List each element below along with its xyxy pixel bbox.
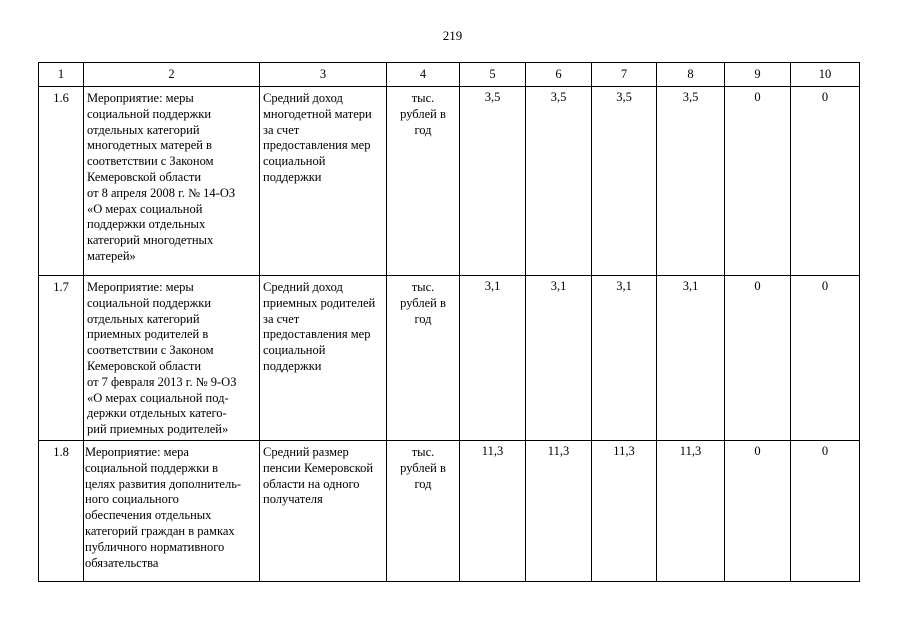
indicator-cell: Средний доход приемных родителей за счет предоставления мер социальной поддержки xyxy=(260,276,387,441)
row-number: 1.7 xyxy=(39,276,84,441)
table-row xyxy=(39,87,860,276)
value-cell: 3,1 xyxy=(592,276,657,441)
row-number: 1.6 xyxy=(39,87,84,276)
column-header: 9 xyxy=(725,63,791,87)
table-row xyxy=(39,276,860,441)
value-cell: 0 xyxy=(725,276,791,441)
value-cell: 11,3 xyxy=(657,441,725,582)
column-header: 5 xyxy=(460,63,526,87)
table-row xyxy=(39,441,860,582)
unit-cell: тыс. рублей в год xyxy=(387,87,460,276)
unit-cell: тыс. рублей в год xyxy=(387,276,460,441)
value-cell: 3,1 xyxy=(526,276,592,441)
column-header: 7 xyxy=(592,63,657,87)
value-cell: 11,3 xyxy=(460,441,526,582)
measure-cell: Мероприятие: меры социальной поддержки отдельных категорий многодетных матерей в соответствии с Законом Кемеровской области от 8 апреля 2008 г. № 14-ОЗ «О мерах социальной поддержки отдельных категорий многодетных матерей» xyxy=(84,87,260,276)
value-cell: 0 xyxy=(725,441,791,582)
indicator-cell: Средний доход многодетной матери за счет предоставления мер социальной поддержки xyxy=(260,87,387,276)
value-cell: 0 xyxy=(791,276,860,441)
indicator-cell: Средний размер пенсии Кемеровской области на одного получателя xyxy=(260,441,387,582)
value-cell: 11,3 xyxy=(526,441,592,582)
measure-cell: Мероприятие: меры социальной поддержки отдельных категорий приемных родителей в соответствии с Законом Кемеровской области от 7 февраля 2013 г. № 9-ОЗ «О мерах социальной под- держки отдельных катего- рий приемных родителей» xyxy=(84,276,260,441)
column-header: 6 xyxy=(526,63,592,87)
column-header: 3 xyxy=(260,63,387,87)
row-number: 1.8 xyxy=(39,441,84,582)
column-header: 8 xyxy=(657,63,725,87)
column-header: 2 xyxy=(84,63,260,87)
indicator-table xyxy=(38,62,860,582)
value-cell: 3,5 xyxy=(657,87,725,276)
value-cell: 3,1 xyxy=(657,276,725,441)
table-header-row xyxy=(39,63,860,87)
value-cell: 0 xyxy=(791,441,860,582)
column-header: 4 xyxy=(387,63,460,87)
value-cell: 0 xyxy=(725,87,791,276)
page-number: 219 xyxy=(442,28,463,43)
value-cell: 3,5 xyxy=(592,87,657,276)
column-header: 10 xyxy=(791,63,860,87)
value-cell: 3,1 xyxy=(460,276,526,441)
unit-cell: тыс. рублей в год xyxy=(387,441,460,582)
column-header: 1 xyxy=(39,63,84,87)
value-cell: 3,5 xyxy=(526,87,592,276)
value-cell: 0 xyxy=(791,87,860,276)
value-cell: 3,5 xyxy=(460,87,526,276)
value-cell: 11,3 xyxy=(592,441,657,582)
measure-cell: Мероприятие: мера социальной поддержки в целях развития дополнитель- ного социального обеспечения отдельных категорий граждан в рамках публичного нормативного обязательства xyxy=(84,441,260,582)
